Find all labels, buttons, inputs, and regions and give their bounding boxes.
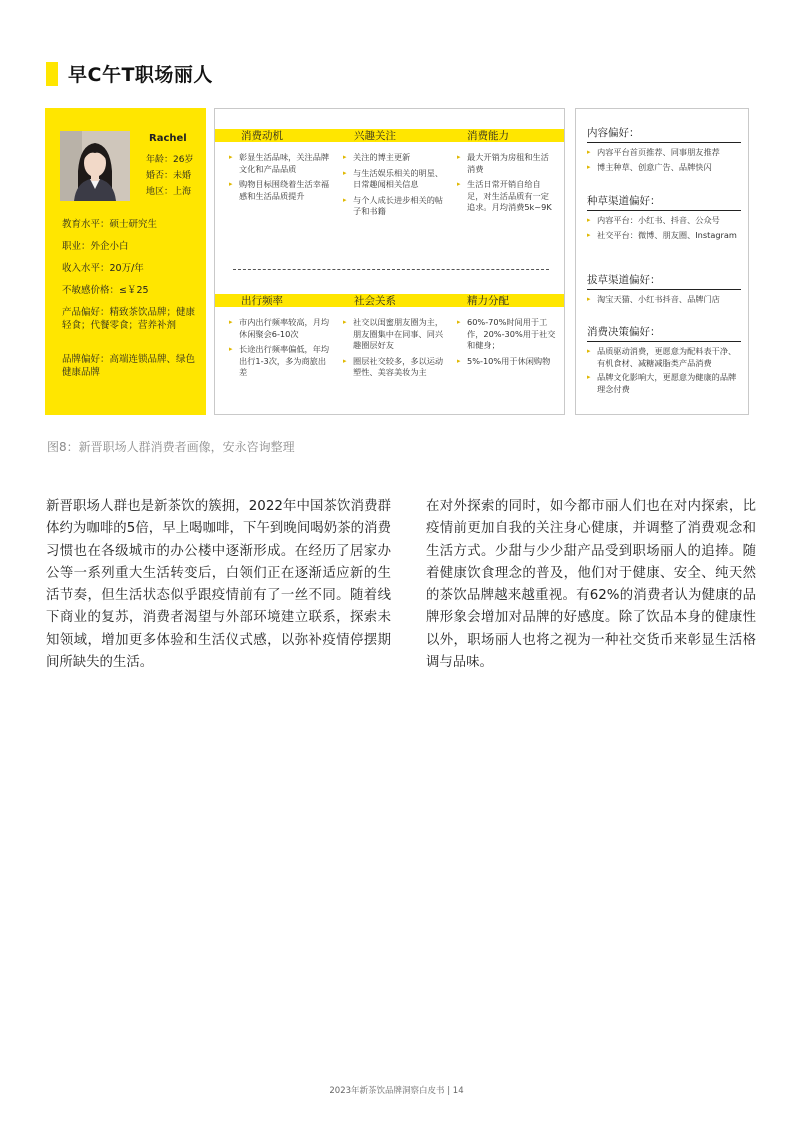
decision-preference-title: 消费决策偏好：: [587, 324, 741, 342]
persona-avatar: [60, 131, 130, 201]
body-paragraph-left: 新晋职场人群也是新茶饮的簇拥，2022年中国茶饮消费群体约为咖啡的5倍，早上喝咖啡，下午到晚间喝奶茶的消费习惯也在各级城市的办公楼中逐渐形成。在经历了居家办公等一系列重大生活转变后，白领们正在逐渐适应新的生活节奏，但生活状态似乎跟疫情前有了一丝不同。随着线下商业的复苏，消费者渴望与外部环境建立联系，探索未知领域，增加更多体验和生活仪式感，以弥补疫情停摆期间所缺失的生活。: [46, 499, 391, 671]
persona-job: 职业：外企小白: [62, 241, 129, 252]
purchase-channel-section: [587, 272, 741, 309]
decision-preference-section: [587, 324, 741, 398]
figure-caption: 图8：新晋职场人群消费者画像，安永咨询整理: [47, 440, 295, 454]
list-item: ▸ 圈层社交较多，多以运动塑性、美容美妆为主: [343, 356, 447, 379]
header-ability: 消费能力: [467, 130, 509, 142]
content-preference-title: 内容偏好：: [587, 125, 741, 143]
body-paragraph-right: 在对外探索的同时，如今都市丽人们也在对内探索，比疫情前更加自我的关注身心健康，并调整了消费观念和生活方式。少甜与少少甜产品受到职场丽人的追捧。随着健康饮食理念的普及，他们对于健康、安全、纯天然的茶饮品牌越来越重视。有62%的消费者认为健康的品牌形象会增加对品牌的好感度。除了饮品本身的健康性以外，职场丽人也将之视为一种社交货币来彰显生活格调与品味。: [426, 499, 756, 671]
list-item: ▸ 市内出行频率较高，月均休闲聚会6-10次: [229, 317, 333, 340]
list-item: ▸ 品牌文化影响大，更愿意为健康的品牌理念付费: [587, 372, 741, 395]
list-item: ▸ 购物目标围绕着生活幸福感和生活品质提升: [229, 179, 333, 202]
header-motive: 消费动机: [241, 130, 283, 142]
content-preference-section: [587, 125, 741, 176]
seeding-channel-title: 种草渠道偏好：: [587, 193, 741, 211]
header-interest: 兴趣关注: [354, 130, 396, 142]
list-item: ▸ 与生活娱乐相关的明星、日常趣闻相关信息: [343, 168, 447, 191]
decision-preference-list: [587, 346, 741, 395]
persona-preference-panel: [575, 108, 749, 415]
list-item: ▸ 内容平台首页推荐、同事朋友推荐: [587, 147, 741, 159]
persona-price: 不敏感价格：≤￥25: [62, 285, 149, 296]
title-accent-bar: [46, 62, 58, 86]
list-item: ▸ 60%-70%时间用于工作，20%-30%用于社交和健身；: [457, 317, 557, 352]
list-item: ▸ 社交平台：微博、朋友圈、Instagram: [587, 230, 741, 242]
list-item: ▸ 长途出行频率偏低，年均出行1-3次，多为商旅出差: [229, 344, 333, 379]
list-item: ▸ 关注的博主更新: [343, 152, 447, 164]
list-item: ▸ 最大开销为房租和生活消费: [457, 152, 557, 175]
page-footer: 2023年新茶饮品牌洞察白皮书 | 14: [329, 1086, 464, 1096]
page-title: 早C午T职场丽人: [68, 64, 213, 86]
seeding-channel-list: [587, 215, 741, 241]
interest-list: [343, 152, 447, 222]
persona-marriage: 婚否：未婚: [146, 171, 192, 181]
motive-list: [229, 152, 333, 206]
list-item: ▸ 社交以闺蜜朋友圈为主，朋友圈集中在同事、同兴趣圈层好友: [343, 317, 447, 352]
header-energy: 精力分配: [467, 295, 509, 307]
persona-age: 年龄：26岁: [146, 155, 194, 165]
seeding-channel-section: [587, 193, 741, 244]
list-item: ▸ 生活日常开销自给自足，对生活品质有一定追求。月均消费5k~9K: [457, 179, 557, 214]
persona-education: 教育水平：硕士研究生: [62, 219, 158, 230]
persona-product-preference: 产品偏好：精致茶饮品牌；健康轻食；代餐零食；营养补剂: [62, 307, 196, 331]
persona-region: 地区：上海: [146, 187, 192, 197]
list-item: ▸ 博主种草、创意广告、品牌快闪: [587, 162, 741, 174]
persona-income: 收入水平：20万/年: [62, 263, 144, 274]
ability-list: [457, 152, 557, 218]
purchase-channel-title: 拔草渠道偏好：: [587, 272, 741, 290]
list-item: ▸ 内容平台：小红书、抖音、公众号: [587, 215, 741, 227]
section-divider: [233, 269, 549, 270]
persona-behavior-panel: [214, 108, 565, 415]
list-item: ▸ 彰显生活品味，关注品牌文化和产品品质: [229, 152, 333, 175]
purchase-channel-list: [587, 294, 741, 306]
social-list: [343, 317, 447, 383]
persona-name: Rachel: [149, 133, 187, 144]
list-item: ▸ 品质驱动消费，更愿意为配料表干净、有机食材、减糖减脂类产品消费: [587, 346, 741, 369]
persona-profile-card: [45, 108, 206, 415]
list-item: ▸ 淘宝天猫、小红书抖音、品牌门店: [587, 294, 741, 306]
header-travel: 出行频率: [241, 295, 283, 307]
list-item: ▸ 5%-10%用于休闲购物: [457, 356, 557, 368]
travel-list: [229, 317, 333, 383]
persona-brand-preference: 品牌偏好：高端连锁品牌、绿色健康品牌: [62, 354, 196, 378]
list-item: ▸ 与个人成长进步相关的帖子和书籍: [343, 195, 447, 218]
header-social: 社会关系: [354, 295, 396, 307]
energy-list: [457, 317, 557, 371]
content-preference-list: [587, 147, 741, 173]
